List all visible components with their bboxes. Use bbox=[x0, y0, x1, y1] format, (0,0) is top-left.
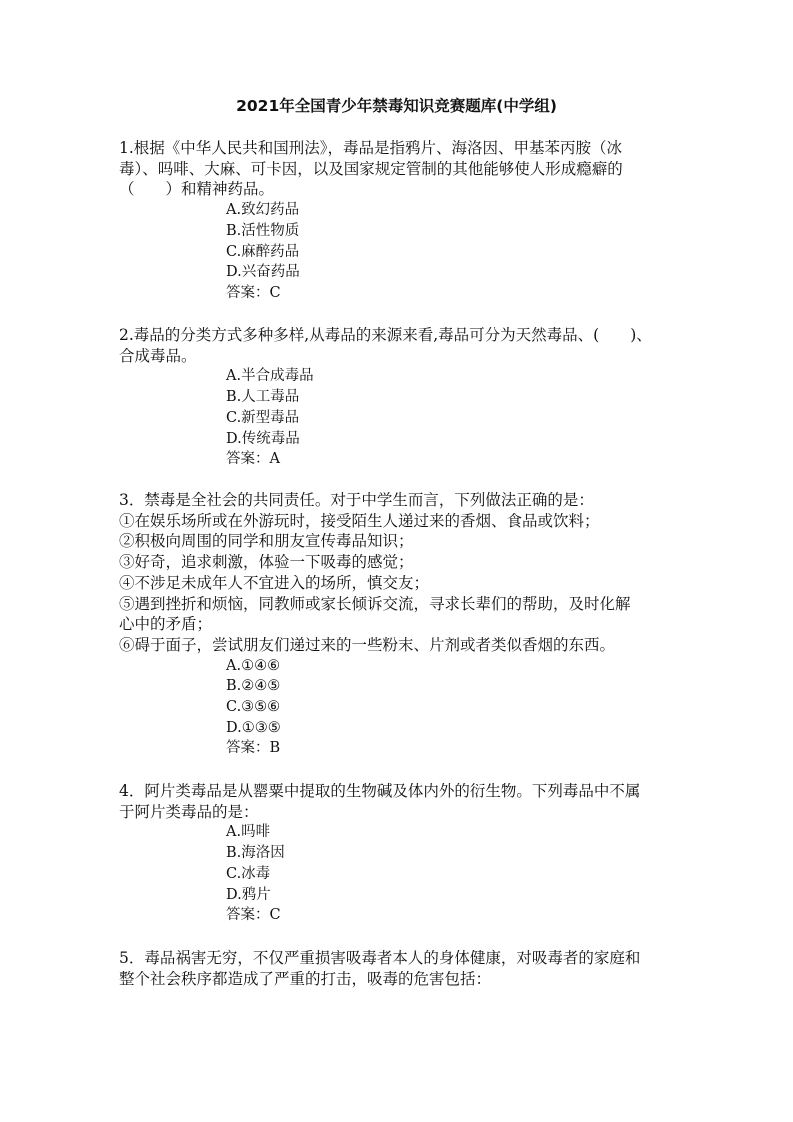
question-2-line-2: 合成毒品。 bbox=[119, 346, 197, 365]
question-3-line-4: ③好奇，追求刺激，体验一下吸毒的感觉； bbox=[119, 553, 414, 572]
question-1-answer: 答案：C bbox=[226, 284, 281, 301]
question-1-option-c: C.麻醉药品 bbox=[226, 243, 300, 260]
question-3-line-7: 心中的矛盾； bbox=[119, 615, 213, 634]
question-3-line-5: ④不涉足未成年人不宜进入的场所，慎交友； bbox=[119, 573, 430, 592]
question-3-answer: 答案：B bbox=[226, 740, 281, 757]
question-1 bbox=[119, 138, 679, 304]
question-2-option-b: B.人工毒品 bbox=[226, 389, 300, 406]
question-4-option-c: C.冰毒 bbox=[226, 865, 271, 882]
question-3-options bbox=[226, 656, 679, 760]
question-1-line-2: 毒）、吗啡、大麻、可卡因，以及国家规定管制的其他能够使人形成瘾癖的 bbox=[119, 159, 623, 178]
question-4-option-a: A.吗啡 bbox=[226, 824, 271, 841]
question-3-line-3: ②积极向周围的同学和朋友宣传毒品知识； bbox=[119, 532, 414, 551]
question-4-option-d: D.鸦片 bbox=[226, 886, 271, 903]
question-5-line-1: 5．毒品祸害无穷，不仅严重损害吸毒者本人的身体健康，对吸毒者的家庭和 bbox=[119, 949, 641, 967]
question-3-option-b: B.②④⑤ bbox=[226, 678, 281, 695]
question-1-option-a: A.致幻药品 bbox=[226, 202, 300, 219]
question-1-options bbox=[226, 200, 679, 304]
question-3-line-6: ⑤遇到挫折和烦恼，同教师或家长倾诉交流，寻求长辈们的帮助，及时化解 bbox=[119, 594, 631, 613]
question-3-line-2: ①在娱乐场所或在外游玩时，接受陌生人递过来的香烟、食品或饮料； bbox=[119, 511, 600, 530]
question-2-options bbox=[226, 366, 679, 470]
question-3-line-1: 3．禁毒是全社会的共同责任。对于中学生而言，下列做法正确的是： bbox=[119, 491, 594, 509]
question-5 bbox=[119, 948, 679, 989]
question-3-line-8: ⑥碍于面子，尝试朋友们递过来的一些粉末、片剂或者类似香烟的东西。 bbox=[119, 635, 616, 654]
question-3-option-d: D.①③⑤ bbox=[226, 719, 281, 736]
question-3-option-a: A.①④⑥ bbox=[226, 657, 281, 674]
question-3 bbox=[119, 490, 679, 759]
question-4-line-2: 于阿片类毒品的是： bbox=[119, 802, 259, 821]
question-2 bbox=[119, 325, 679, 470]
question-4-option-b: B.海洛因 bbox=[226, 845, 285, 862]
question-3-option-c: C.③⑤⑥ bbox=[226, 699, 281, 716]
question-4-answer: 答案：C bbox=[226, 907, 281, 924]
question-1-option-b: B.活性物质 bbox=[226, 222, 300, 239]
question-5-line-2: 整个社会秩序都造成了严重的打击，吸毒的危害包括： bbox=[119, 969, 492, 988]
question-1-option-d: D.兴奋药品 bbox=[226, 264, 300, 281]
question-2-option-a: A.半合成毒品 bbox=[226, 368, 314, 385]
question-1-line-1: 1.根据《中华人民共和国刑法》，毒品是指鸦片、海洛因、甲基苯丙胺（冰 bbox=[119, 139, 623, 157]
question-4-line-1: 4．阿片类毒品是从罂粟中提取的生物碱及体内外的衍生物。下列毒品中不属 bbox=[119, 782, 641, 800]
question-2-option-c: C.新型毒品 bbox=[226, 409, 300, 426]
question-2-line-1: 2.毒品的分类方式多种多样,从毒品的来源来看,毒品可分为天然毒品、( )、 bbox=[119, 326, 652, 344]
question-1-line-3: （ ）和精神药品。 bbox=[119, 180, 275, 199]
document-title: 2021年全国青少年禁毒知识竞赛题库(中学组) bbox=[236, 97, 557, 115]
question-4-options bbox=[226, 822, 679, 926]
question-2-option-d: D.传统毒品 bbox=[226, 430, 300, 447]
question-4 bbox=[119, 781, 679, 926]
question-2-answer: 答案：A bbox=[226, 451, 280, 468]
